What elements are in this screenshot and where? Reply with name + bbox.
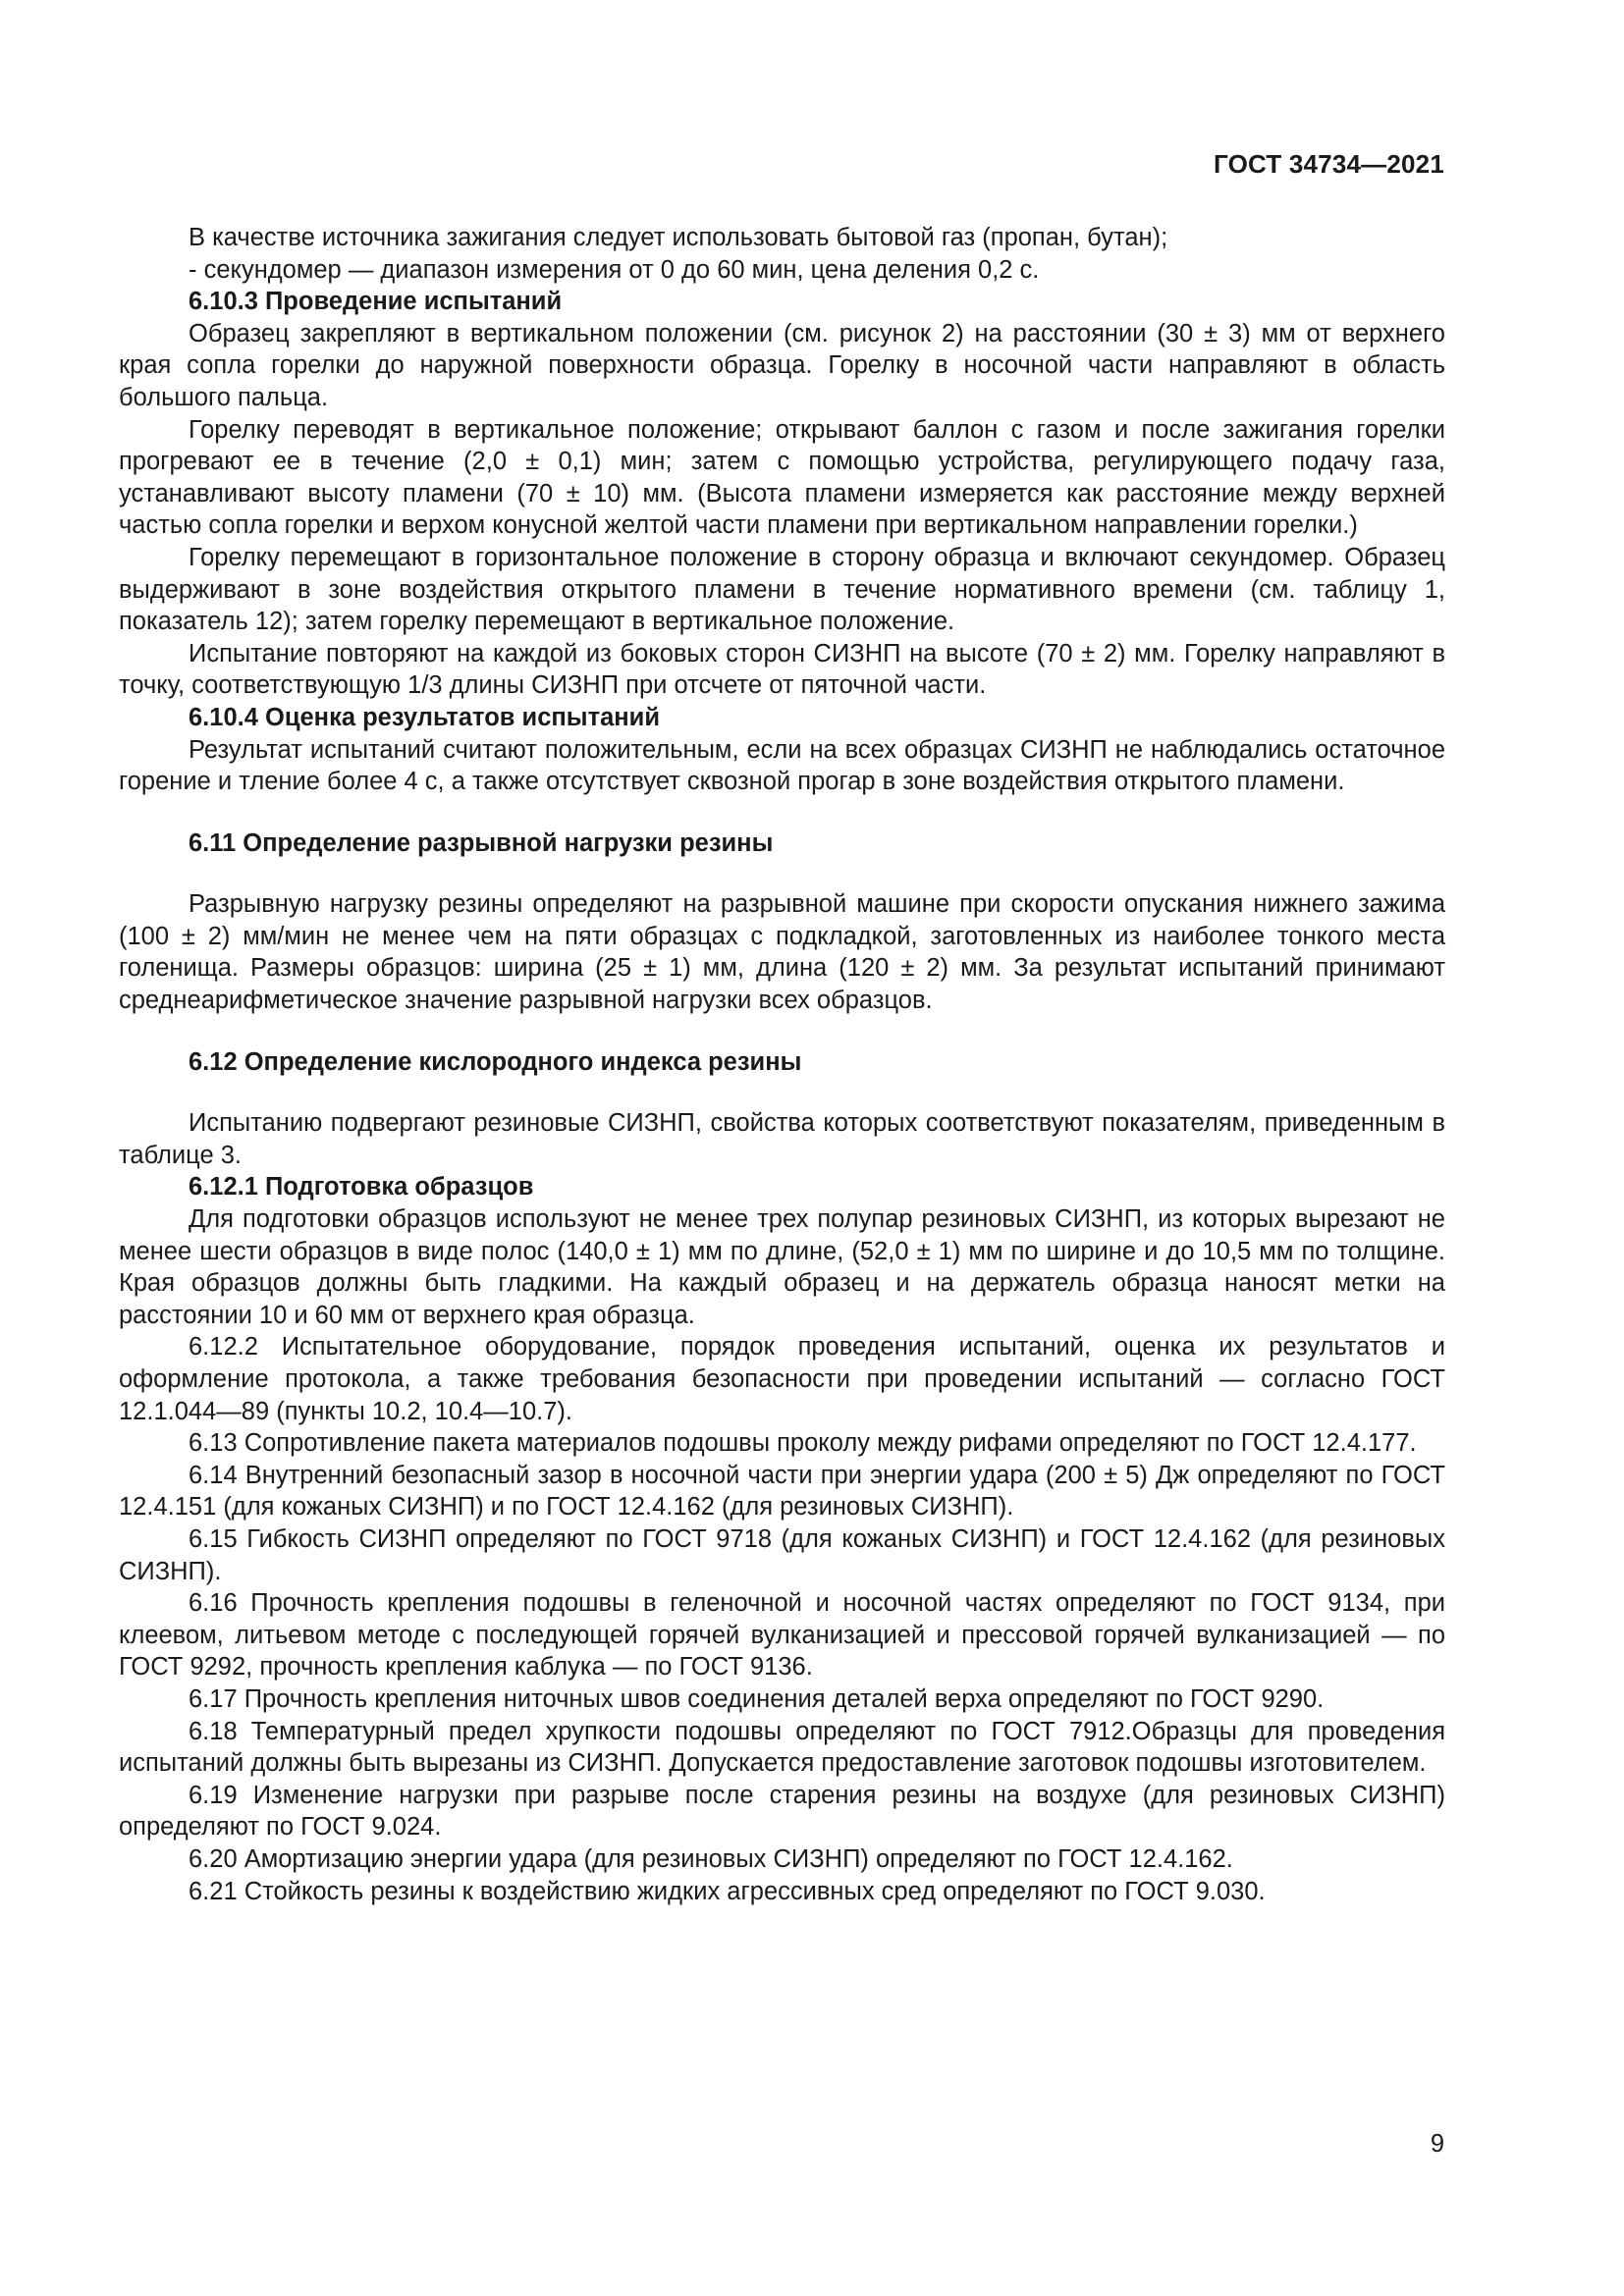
page-number: 9 bbox=[1430, 2130, 1444, 2158]
subsection-heading: 6.12.1 Подготовка образцов bbox=[189, 1173, 534, 1201]
paragraph: 6.20 Амортизацию энергии удара (для резиновых СИЗНП) определяют по ГОСТ 12.4.162. bbox=[189, 1844, 1233, 1873]
document-body bbox=[119, 222, 1445, 1907]
subsection-heading: 6.10.3 Проведение испытаний bbox=[189, 288, 563, 316]
paragraph: 6.18 Температурный предел хрупкости подошвы определяют по ГОСТ 7912.Образцы для проведения испытаний должны быть вырезаны из СИЗНП. Допускается предоставление заготовок подошвы изготовителем. bbox=[119, 1717, 1445, 1778]
paragraph: Горелку переводят в вертикальное положение; открывают баллон с газом и после зажигания горелки прогревают ее в течение (2,0 ± 0,1) мин; затем с помощью устройства, регулирующего подачу газа, устанавливают высоту пламени (70 ± 10) мм. (Высота пламени измеряется как расстояние между верхней частью сопла горелки и верхом конусной желтой части пламени при вертикальном направлении горелки.) bbox=[119, 415, 1445, 540]
section-heading: 6.12 Определение кислородного индекса резины bbox=[189, 1047, 802, 1076]
subsection-heading: 6.10.4 Оценка результатов испытаний bbox=[189, 703, 661, 731]
paragraph: 6.14 Внутренний безопасный зазор в носочной части при энергии удара (200 ± 5) Дж определяют по ГОСТ 12.4.151 (для кожаных СИЗНП) и по ГОСТ 12.4.162 (для резиновых СИЗНП). bbox=[119, 1461, 1445, 1522]
paragraph: Испытанию подвергают резиновые СИЗНП, свойства которых соответствуют показателям, приведенным в таблице 3. bbox=[119, 1109, 1445, 1169]
paragraph: 6.21 Стойкость резины к воздействию жидких агрессивных сред определяют по ГОСТ 9.030. bbox=[189, 1877, 1266, 1905]
list-item: - секундомер — диапазон измерения от 0 до 60 мин, цена деления 0,2 с. bbox=[189, 255, 1040, 284]
paragraph: Разрывную нагрузку резины определяют на разрывной машине при скорости опускания нижнего зажима (100 ± 2) мм/мин не менее чем на пяти образцах с подкладкой, заготовленных из наиболее тонкого места голенища. Размеры образцов: ширина (25 ± 1) мм, длина (120 ± 2) мм. За результат испытаний принимают среднеарифметическое значение разрывной нагрузки всех образцов. bbox=[119, 890, 1445, 1015]
paragraph: Для подготовки образцов используют не менее трех полупар резиновых СИЗНП, из которых вырезают не менее шести образцов в виде полос (140,0 ± 1) мм по длине, (52,0 ± 1) мм по ширине и до 10,5 мм по толщине. Края образцов должны быть гладкими. На каждый образец и на держатель образца наносят метки на расстоянии 10 и 60 мм от верхнего края образца. bbox=[119, 1205, 1445, 1329]
paragraph: 6.15 Гибкость СИЗНП определяют по ГОСТ 9718 (для кожаных СИЗНП) и ГОСТ 12.4.162 (для резиновых СИЗНП). bbox=[119, 1524, 1445, 1585]
paragraph: 6.12.2 Испытательное оборудование, порядок проведения испытаний, оценка их результатов и оформление протокола, а также требования безопасности при проведении испытаний — согласно ГОСТ 12.1.044—89 (пункты 10.2, 10.4—10.7). bbox=[119, 1333, 1445, 1425]
paragraph: Горелку перемещают в горизонтальное положение в сторону образца и включают секундомер. Образец выдерживают в зоне воздействия открытого пламени в течение нормативного времени (см. таблицу 1, показатель 12); затем горелку перемещают в вертикальное положение. bbox=[119, 543, 1445, 636]
paragraph: 6.13 Сопротивление пакета материалов подошвы проколу между рифами определяют по ГОСТ 12.4.177. bbox=[189, 1429, 1417, 1458]
paragraph: В качестве источника зажигания следует использовать бытовой газ (пропан, бутан); bbox=[189, 224, 1168, 251]
document-header-id: ГОСТ 34734—2021 bbox=[1214, 149, 1444, 179]
paragraph: 6.19 Изменение нагрузки при разрыве после старения резины на воздухе (для резиновых СИЗНП) определяют по ГОСТ 9.024. bbox=[119, 1781, 1445, 1842]
paragraph: Испытание повторяют на каждой из боковых сторон СИЗНП на высоте (70 ± 2) мм. Горелку направляют в точку, соответствующую 1/3 длины СИЗНП при отсчете от пяточной части. bbox=[119, 639, 1445, 700]
paragraph: Образец закрепляют в вертикальном положении (см. рисунок 2) на расстоянии (30 ± 3) мм от верхнего края сопла горелки до наружной поверхности образца. Горелку в носочной части направляют в область большого пальца. bbox=[119, 319, 1445, 411]
section-heading: 6.11 Определение разрывной нагрузки резины bbox=[189, 828, 774, 857]
paragraph: 6.17 Прочность крепления ниточных швов соединения деталей верха определяют по ГОСТ 9290. bbox=[189, 1684, 1325, 1713]
paragraph: Результат испытаний считают положительным, если на всех образцах СИЗНП не наблюдались остаточное горение и тление более 4 с, а также отсутствует сквозной прогар в зоне воздействия открытого пламени. bbox=[119, 735, 1445, 796]
paragraph: 6.16 Прочность крепления подошвы в геленочной и носочной частях определяют по ГОСТ 9134, при клеевом, литьевом методе с последующей горячей вулканизацией и прессовой горячей вулканизацией — по ГОСТ 9292, прочность крепления каблука — по ГОСТ 9136. bbox=[119, 1589, 1445, 1682]
